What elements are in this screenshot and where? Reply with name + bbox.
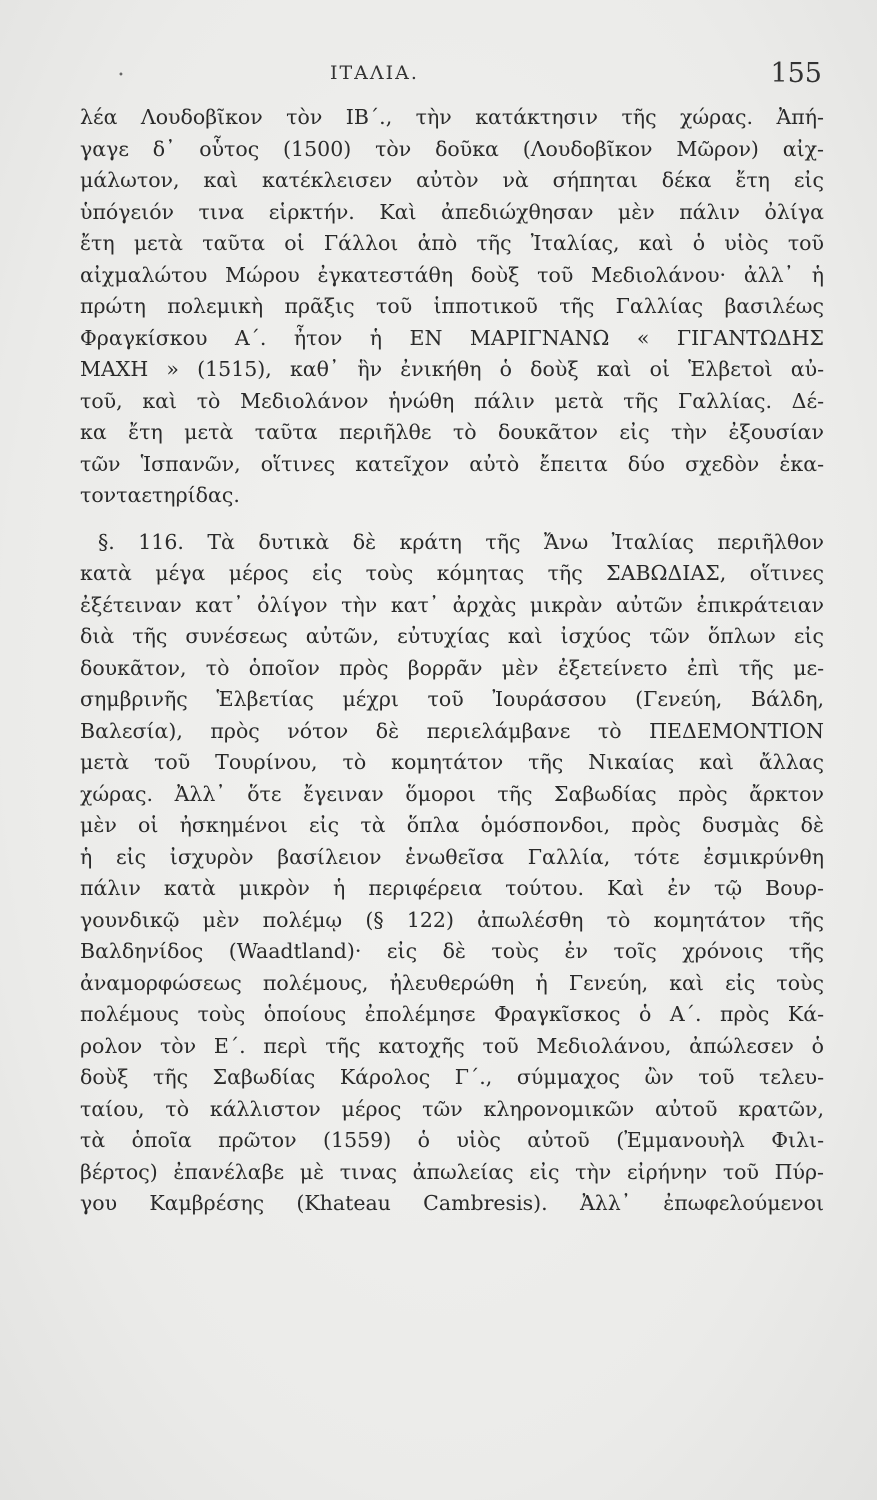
text-line: χώρας. Ἀλλ᾽ ὅτε ἔγειναν ὅμοροι τῆς Σαβωδίας πρὸς ἄρκτον xyxy=(80,781,824,806)
text-line: διὰ τῆς συνέσεως αὐτῶν, εὐτυχίας καὶ ἰσχύος τῶν ὅπλων εἰς xyxy=(80,624,824,648)
text-line: γου Καμβρέσης (Khateau Cambresis). Ἀλλ᾽ ἐπωφελούμενοι xyxy=(80,1191,824,1215)
text-line: ἀναμορφώσεως πολέμους, ἠλευθερώθη ἡ Γενεύη, καὶ εἰς τοὺς xyxy=(80,970,824,995)
text-line: κατὰ μέγα μέρος εἰς τοὺς κόμητας τῆς ΣΑΒΩΔΙΑΣ, οἵτινες xyxy=(80,561,824,585)
text-line: ρολον τὸν Ε΄. περὶ τῆς κατοχῆς τοῦ Μεδιολάνου, ἀπώλεσεν ὁ xyxy=(80,1033,824,1058)
section-heading-line: §. 116. Τὰ δυτικὰ δὲ κράτη τῆς Ἄνω Ἰταλίας περιῆλθον xyxy=(98,529,824,554)
text-line: μετὰ τοῦ Τουρίνου, τὸ κομητάτον τῆς Νικαίας καὶ ἄλλας xyxy=(80,750,824,774)
text-line: δοὺξ τῆς Σαβωδίας Κάρολος Γ΄., σύμμαχος ὢν τοῦ τελευ- xyxy=(80,1065,824,1089)
text-line: Βαλδηνίδος (Waadtland)· εἰς δὲ τοὺς ἐν τοῖς χρόνοις τῆς xyxy=(80,939,824,963)
text-line: μὲν οἱ ἠσκημένοι εἰς τὰ ὅπλα ὁμόσπονδοι, πρὸς δυσμὰς δὲ xyxy=(80,813,824,837)
text-line: Βαλεσία), πρὸς νότον δὲ περιελάμβανε τὸ ΠΕΔΕΜΟΝΤΙΟΝ xyxy=(80,718,824,743)
text-line: ἡ εἰς ἰσχυρὸν βασίλειον ἑνωθεῖσα Γαλλία, τότε ἐσμικρύνθη xyxy=(80,844,824,869)
page-header xyxy=(80,58,822,94)
text-line: τὰ ὁποῖα πρῶτον (1559) ὁ υἱὸς αὐτοῦ (Ἐμμανουὴλ Φιλι- xyxy=(80,1128,824,1152)
text-line: γαγε δ᾽ οὗτος (1500) τὸν δοῦκα (Λουδοβῖκον Μῶρον) αἰχ- xyxy=(80,136,824,161)
text-line: αἰχμαλώτου Μώρου ἐγκατεστάθη δοὺξ τοῦ Μεδιολάνου· ἀλλ᾽ ἡ xyxy=(80,262,824,287)
page-number: 155 xyxy=(770,58,822,89)
text-line: τῶν Ἱσπανῶν, οἵτινες κατεῖχον αὐτὸ ἔπειτα δύο σχεδὸν ἑκα- xyxy=(80,451,824,476)
text-line: τοῦ, καὶ τὸ Μεδιολάνον ἡνώθη πάλιν μετὰ τῆς Γαλλίας. Δέ- xyxy=(80,388,824,413)
text-line: ἔτη μετὰ ταῦτα οἱ Γάλλοι ἀπὸ τῆς Ἰταλίας, καὶ ὁ υἱὸς τοῦ xyxy=(80,231,824,255)
text-line: ὑπόγειόν τινα εἱρκτήν. Καὶ ἀπεδιώχθησαν μὲν πάλιν ὀλίγα xyxy=(80,199,824,224)
text-line: Φραγκίσκου Α΄. ἦτον ἡ ΕΝ ΜΑΡΙΓΝΑΝΩ « ΓΙΓΑΝΤΩΔΗΣ xyxy=(80,325,824,350)
text-line: τονταετηρίδας. xyxy=(80,483,240,507)
text-line: σημβρινῆς Ἑλβετίας μέχρι τοῦ Ἰουράσσου (Γενεύη, Βάλδη, xyxy=(80,687,824,711)
text-line: ΜΑΧΗ » (1515), καθ᾽ ἣν ἐνικήθη ὁ δοὺξ καὶ οἱ Ἑλβετοὶ αὐ- xyxy=(80,357,824,381)
text-line: γουνδικῷ μὲν πολέμῳ (§ 122) ἀπωλέσθη τὸ κομητάτον τῆς xyxy=(80,907,824,932)
running-head: ΙΤΑΛΙΑ. xyxy=(330,62,419,84)
text-line: βέρτος) ἐπανέλαβε μὲ τινας ἀπωλείας εἰς τὴν εἰρήνην τοῦ Πύρ- xyxy=(80,1159,824,1184)
text-line: λέα Λουδοβῖκον τὸν ΙΒ΄., τὴν κατάκτησιν τῆς χώρας. Ἀπή- xyxy=(80,105,824,129)
text-line: πρώτη πολεμικὴ πρᾶξις τοῦ ἱπποτικοῦ τῆς Γαλλίας βασιλέως xyxy=(80,294,824,318)
text-line: ἐξέτειναν κατ᾽ ὀλίγον τὴν κατ᾽ ἀρχὰς μικρὰν αὐτῶν ἐπικράτειαν xyxy=(80,592,824,617)
header-dot: • xyxy=(118,70,124,81)
text-line: κα ἔτη μετὰ ταῦτα περιῆλθε τὸ δουκᾶτον εἰς τὴν ἐξουσίαν xyxy=(80,420,824,444)
body-text xyxy=(80,102,824,1220)
text-line: δουκᾶτον, τὸ ὁποῖον πρὸς βορρᾶν μὲν ἐξετείνετο ἐπὶ τῆς με- xyxy=(80,655,824,680)
paragraph-gap xyxy=(80,512,824,527)
text-line: πολέμους τοὺς ὁποίους ἐπολέμησε Φραγκῖσκος ὁ Α΄. πρὸς Κά- xyxy=(80,1002,824,1026)
text-line: μάλωτον, καὶ κατέκλεισεν αὐτὸν νὰ σήπηται δέκα ἔτη εἰς xyxy=(80,168,824,192)
text-line: ταίου, τὸ κάλλιστον μέρος τῶν κληρονομικῶν αὐτοῦ κρατῶν, xyxy=(80,1096,824,1121)
text-line: πάλιν κατὰ μικρὸν ἡ περιφέρεια τούτου. Καὶ ἐν τῷ Βουρ- xyxy=(80,876,824,900)
